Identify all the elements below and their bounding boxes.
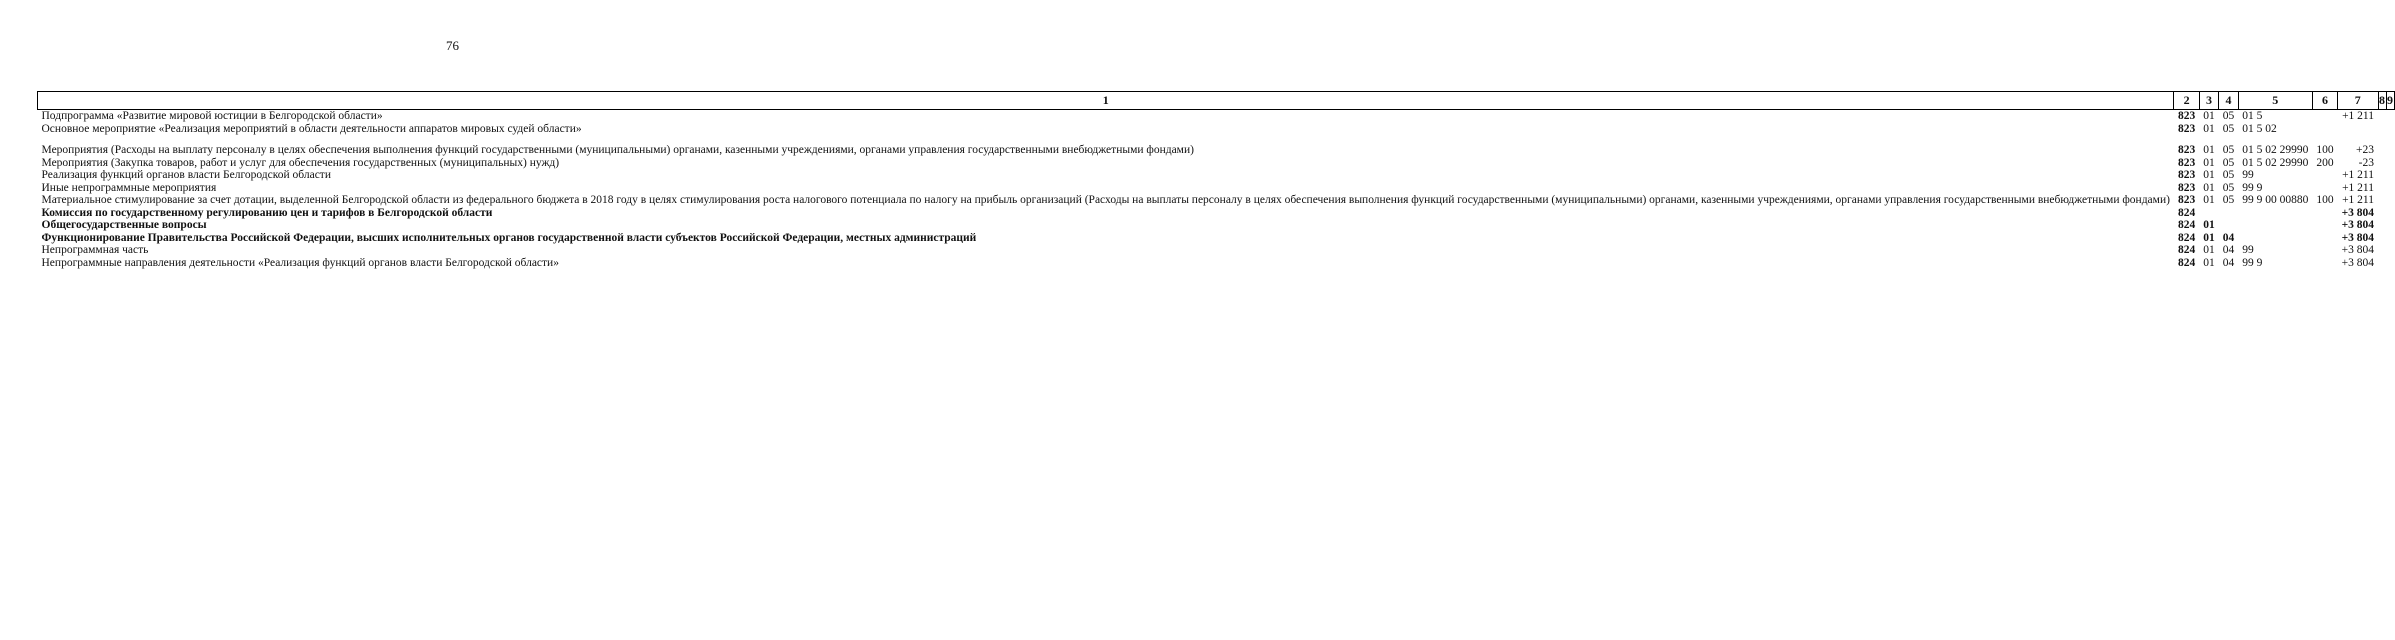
row-pr: 04 xyxy=(2222,256,2235,269)
row-col8 xyxy=(2378,219,2386,232)
column-header: 1 xyxy=(38,92,2174,110)
row-col8 xyxy=(2378,157,2386,170)
row-ved: 824 xyxy=(2177,244,2196,256)
row-vr xyxy=(2312,257,2337,270)
row-col9 xyxy=(2386,207,2394,220)
row-vr: 100 xyxy=(2316,194,2334,206)
table-row xyxy=(38,182,2395,195)
table-row xyxy=(38,219,2395,232)
row-csr xyxy=(2238,232,2312,245)
row-csr: 99 9 xyxy=(2242,181,2263,194)
row-ved: 824 xyxy=(2177,256,2196,269)
table-row xyxy=(38,232,2395,245)
column-header: 2 xyxy=(2174,92,2199,110)
row-pr xyxy=(2219,219,2239,232)
column-header: 3 xyxy=(2199,92,2219,110)
table-row xyxy=(38,257,2395,270)
row-col8 xyxy=(2378,135,2386,157)
row-vr xyxy=(2312,219,2337,232)
row-rz: 01 xyxy=(2203,156,2215,169)
table-row xyxy=(38,244,2395,257)
row-name: Основное мероприятие «Реализация мероприятий в области деятельности аппаратов мировых судей области» xyxy=(41,122,582,135)
row-pr: 05 xyxy=(2222,181,2235,194)
row-sum: +3 804 xyxy=(2341,219,2374,231)
row-col9 xyxy=(2386,182,2394,195)
row-name: Материальное стимулирование за счет дотации, выделенной Белгородской области из федерального бюджета в 2018 году в целях стимулирования роста налогового потенциала по налогу на прибыль организаций (Расходы на выплаты персоналу в целях обеспечения выполнения функций государственными (муниципальными) органами, казенными учреждениями, органами управления государственными внебюджетными фондами) xyxy=(41,194,2170,206)
row-rz: 01 xyxy=(2203,244,2215,256)
row-pr: 05 xyxy=(2222,144,2235,156)
row-rz: 01 xyxy=(2203,110,2215,122)
row-rz: 01 xyxy=(2203,144,2215,156)
row-ved: 823 xyxy=(2177,122,2196,135)
row-vr: 200 xyxy=(2316,156,2334,169)
row-name: Непрограммная часть xyxy=(41,244,149,256)
row-pr: 05 xyxy=(2222,110,2235,122)
column-header-row xyxy=(38,92,2395,110)
row-vr xyxy=(2312,123,2337,136)
row-col8 xyxy=(2378,182,2386,195)
row-col9 xyxy=(2386,244,2394,257)
column-header: 4 xyxy=(2219,92,2239,110)
row-csr: 01 5 02 29990 xyxy=(2242,144,2309,156)
row-col9 xyxy=(2386,169,2394,182)
row-vr xyxy=(2312,207,2337,220)
row-sum: +23 xyxy=(2356,144,2374,156)
row-pr: 05 xyxy=(2222,169,2235,181)
row-rz: 01 xyxy=(2203,181,2215,194)
row-sum: +3 804 xyxy=(2341,231,2374,244)
row-rz: 01 xyxy=(2203,122,2215,135)
row-ved: 824 xyxy=(2177,231,2196,244)
row-csr: 01 5 02 29990 xyxy=(2242,156,2309,169)
row-name: Непрограммные направления деятельности «Реализация функций органов власти Белгородской области» xyxy=(41,256,559,269)
row-sum: +3 804 xyxy=(2341,244,2374,256)
row-ved: 823 xyxy=(2177,194,2196,206)
row-sum: +3 804 xyxy=(2341,256,2374,269)
table-row xyxy=(38,207,2395,220)
row-name: Комиссия по государственному регулированию цен и тарифов в Белгородской области xyxy=(41,206,493,219)
row-sum: +1 211 xyxy=(2342,194,2374,206)
row-sum: +1 211 xyxy=(2342,169,2374,181)
budget-table xyxy=(37,91,2395,269)
row-col8 xyxy=(2378,257,2386,270)
row-ved: 823 xyxy=(2177,110,2196,122)
row-col9 xyxy=(2386,194,2394,207)
row-vr xyxy=(2312,110,2337,123)
row-col8 xyxy=(2378,169,2386,182)
row-sum: +3 804 xyxy=(2341,206,2374,219)
table-row xyxy=(38,157,2395,170)
row-col8 xyxy=(2378,194,2386,207)
table-row xyxy=(38,110,2395,123)
row-col9 xyxy=(2386,135,2394,157)
row-col8 xyxy=(2378,207,2386,220)
column-header: 9 xyxy=(2386,92,2394,110)
row-ved: 823 xyxy=(2177,169,2196,181)
row-col9 xyxy=(2386,157,2394,170)
row-vr xyxy=(2312,169,2337,182)
column-header: 6 xyxy=(2312,92,2337,110)
row-name: Подпрограмма «Развитие мировой юстиции в Белгородской области» xyxy=(41,110,383,122)
column-header: 5 xyxy=(2238,92,2312,110)
row-sum: +1 211 xyxy=(2342,110,2374,122)
row-col8 xyxy=(2378,244,2386,257)
row-col8 xyxy=(2378,232,2386,245)
row-sum xyxy=(2338,123,2378,136)
row-csr xyxy=(2238,207,2312,220)
row-ved: 823 xyxy=(2177,181,2196,194)
row-name: Реализация функций органов власти Белгородской области xyxy=(41,169,331,181)
row-ved: 824 xyxy=(2177,206,2196,219)
row-pr: 05 xyxy=(2222,156,2235,169)
row-col8 xyxy=(2378,110,2386,123)
row-col9 xyxy=(2386,110,2394,123)
row-ved: 823 xyxy=(2177,144,2196,156)
row-vr xyxy=(2312,232,2337,245)
row-pr xyxy=(2219,207,2239,220)
row-col8 xyxy=(2378,123,2386,136)
row-csr: 99 9 00 00880 xyxy=(2242,194,2309,206)
row-vr: 100 xyxy=(2316,144,2334,156)
row-col9 xyxy=(2386,123,2394,136)
row-csr: 99 xyxy=(2242,244,2254,256)
row-vr xyxy=(2312,244,2337,257)
row-rz: 01 xyxy=(2203,194,2215,206)
page-number: 76 xyxy=(446,38,459,53)
row-sum: +1 211 xyxy=(2342,181,2374,194)
row-rz: 01 xyxy=(2203,219,2215,231)
row-col9 xyxy=(2386,232,2394,245)
row-csr xyxy=(2238,219,2312,232)
row-rz xyxy=(2199,207,2219,220)
row-name: Функционирование Правительства Российской Федерации, высших исполнительных органов государственной власти субъектов Российской Федерации, местных администраций xyxy=(41,231,977,244)
table-row xyxy=(38,135,2395,157)
row-pr: 05 xyxy=(2222,194,2235,206)
row-csr: 99 xyxy=(2242,169,2254,181)
column-header: 8 xyxy=(2378,92,2386,110)
row-rz: 01 xyxy=(2203,169,2215,181)
row-name: Иные непрограммные мероприятия xyxy=(41,181,217,194)
row-pr: 04 xyxy=(2222,231,2235,244)
row-csr: 01 5 xyxy=(2242,110,2263,122)
column-header: 7 xyxy=(2338,92,2378,110)
row-rz: 01 xyxy=(2203,256,2215,269)
row-sum: -23 xyxy=(2358,156,2374,169)
table-row xyxy=(38,123,2395,136)
row-name: Общегосударственные вопросы xyxy=(41,219,207,231)
table-row xyxy=(38,194,2395,207)
row-col9 xyxy=(2386,219,2394,232)
row-ved: 824 xyxy=(2177,219,2196,231)
row-csr: 01 5 02 xyxy=(2242,122,2277,135)
row-ved: 823 xyxy=(2177,156,2196,169)
row-name: Мероприятия (Расходы на выплату персоналу в целях обеспечения выполнения функций государственными (муниципальными) органами, казенными учреждениями, органами управления государственными внебюджетными фондами) xyxy=(41,144,1194,156)
row-csr: 99 9 xyxy=(2242,256,2263,269)
row-pr: 04 xyxy=(2222,244,2235,256)
row-name: Мероприятия (Закупка товаров, работ и услуг для обеспечения государственных (муниципальных) нужд) xyxy=(41,156,560,169)
row-rz: 01 xyxy=(2203,231,2215,244)
row-pr: 05 xyxy=(2222,122,2235,135)
row-vr xyxy=(2312,182,2337,195)
row-col9 xyxy=(2386,257,2394,270)
table-row xyxy=(38,169,2395,182)
